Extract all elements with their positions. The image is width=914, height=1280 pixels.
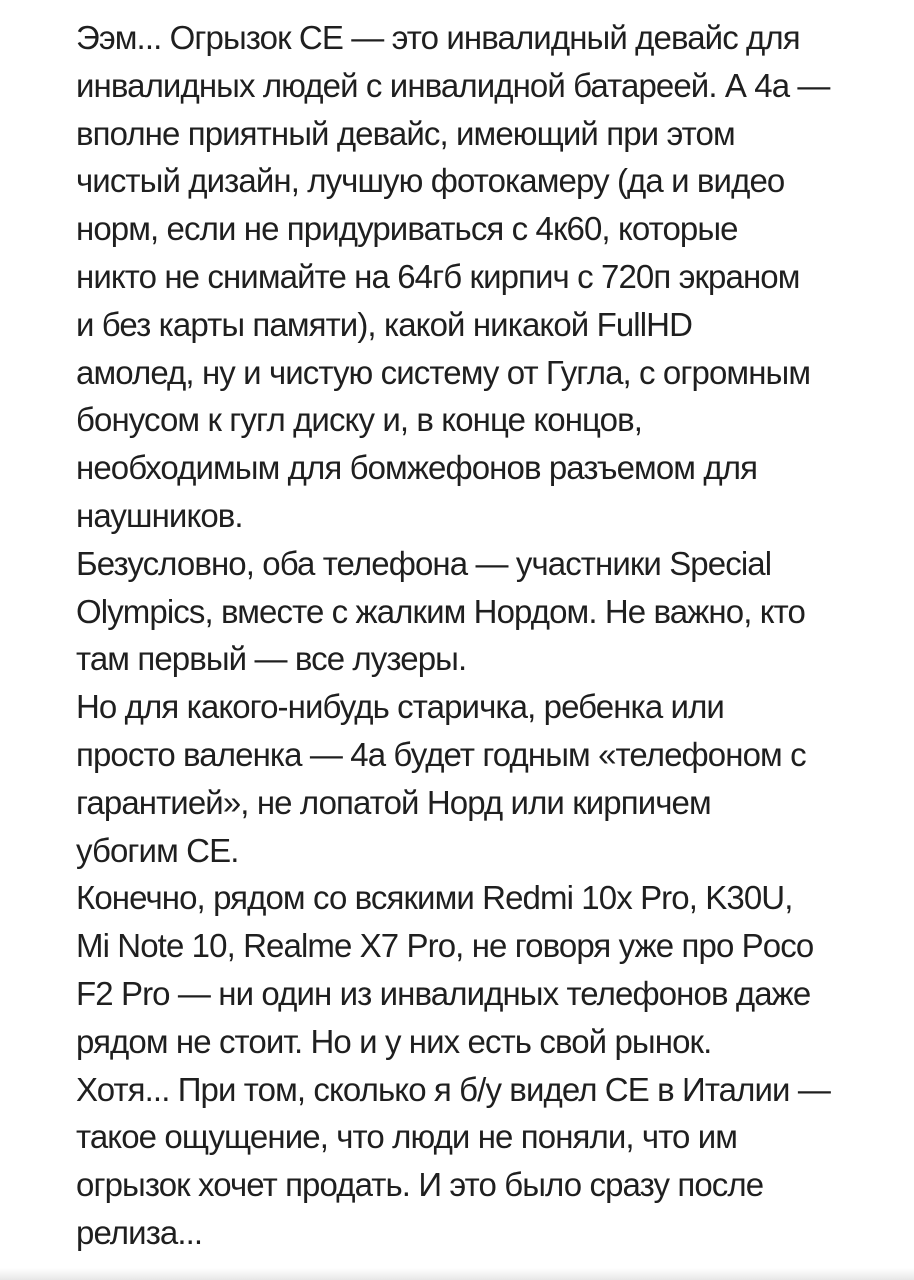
text-line: чистый дизайн, лучшую фотокамеру (да и видео [76,162,785,200]
comment-text-body [76,14,888,1257]
text-line: норм, если не придуриваться с 4к60, которые [76,210,738,248]
text-line: Но для какого-нибудь старичка, ребенка или [76,688,724,726]
text-line: Mi Note 10, Realme X7 Pro, не говоря уже про Poco [76,927,814,965]
text-line: убогим СЕ. [76,831,239,869]
text-line: инвалидных людей с инвалидной батареей. А 4а — [76,66,830,104]
text-line: и без карты памяти), какой никакой FullHD [76,305,693,343]
text-line: никто не снимайте на 64гб кирпич с 720п экраном [76,257,800,295]
text-line: там первый — все лузеры. [76,640,467,678]
text-line: F2 Pro — ни один из инвалидных телефонов даже [76,974,811,1012]
comment-paragraph [76,1066,888,1257]
comment-paragraph [76,683,888,874]
bottom-divider [0,1268,914,1280]
text-line: такое ощущение, что люди не поняли, что им [76,1118,738,1156]
text-line: амолед, ну и чистую систему от Гугла, с огромным [76,353,811,391]
text-line: Olympics, вместе с жалким Нордом. Не важно, кто [76,592,805,630]
text-line: гарантией», не лопатой Норд или кирпичем [76,783,711,821]
text-line: необходимым для бомжефонов разъемом для [76,449,758,487]
text-line: Хотя... При том, сколько я б/у видел СЕ в Италии — [76,1070,830,1108]
text-line: просто валенка — 4а будет годным «телефоном с [76,735,806,773]
text-line: рядом не стоит. Но и у них есть свой рынок. [76,1022,712,1060]
text-line: Безусловно, оба телефона — участники Special [76,544,772,582]
comment-paragraph [76,874,888,1065]
comment-paragraph [76,540,888,683]
text-line: огрызок хочет продать. И это было сразу после [76,1166,764,1204]
text-line: Ээм... Огрызок СЕ — это инвалидный девайс для [76,19,800,56]
text-line: бонусом к гугл диску и, в конце концов, [76,401,643,439]
comment-paragraph [76,14,888,540]
text-line: наушников. [76,496,243,534]
text-line: Конечно, рядом со всякими Redmi 10x Pro, K30U, [76,879,793,917]
text-line: релиза... [76,1213,203,1251]
text-line: вполне приятный девайс, имеющий при этом [76,114,735,152]
